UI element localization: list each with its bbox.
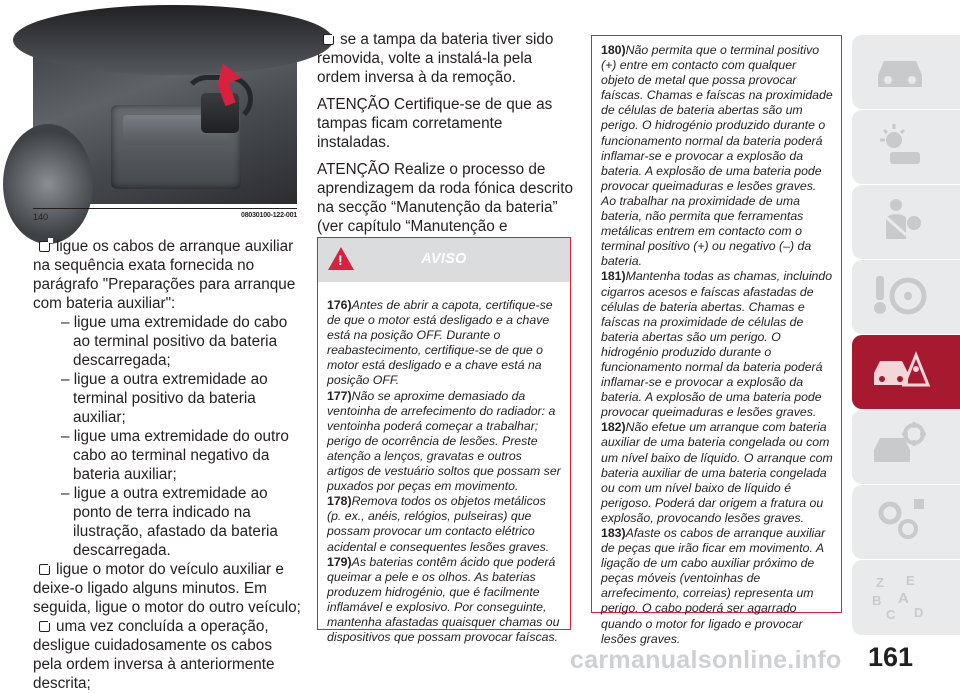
figure-number: 140 <box>33 212 49 222</box>
chapter-tabs <box>852 35 960 635</box>
bullet-box-icon <box>39 241 50 252</box>
bullet-text: se a tampa da bateria tiver sido removida, volte a instalá-la pela ordem inversa à da remoção. <box>317 31 554 86</box>
warning-item <box>327 389 562 495</box>
warning-item-text: Não se aproxime demasiado da ventoinha de arrefecimento do radiador: a ventoinha poderá começar a trabalhar; perigo de ocorrência de lesões. Preste atenção a lenços, gravatas e outros artigos de vestuário soltos que possam ser puxados por peças em movimento. <box>327 388 561 494</box>
figure-code: 08030100-122-001 <box>241 212 297 219</box>
warning-item <box>327 494 562 554</box>
tab-key-steering[interactable] <box>852 260 960 334</box>
warning-item-number: 179) <box>327 554 352 569</box>
technical-data-icon <box>870 495 930 547</box>
engine-bay-photo <box>33 35 297 204</box>
bullet-disconnect <box>33 617 301 693</box>
bullet-text: ligue os cabos de arranque auxiliar na sequência exata fornecida no parágrafo "Preparações para arranque com bateria auxiliar": <box>33 238 296 312</box>
svg-text:E: E <box>906 573 915 588</box>
warning-title: AVISO <box>421 251 467 267</box>
warning-item-number: 176) <box>327 298 352 312</box>
warning-item <box>601 269 833 420</box>
warning-item-text: Não efetue um arranque com bateria auxiliar de uma bateria congelada ou com um nível baixo de líquido. O arranque com bateria auxiliar de uma bateria congelada ou com um nível baixo de líquido é perigoso. Poderá dar origem a fratura ou explosão, provocando lesões graves. <box>601 420 833 525</box>
warning-box <box>317 237 571 645</box>
wheel-arch-shape <box>3 124 93 244</box>
warning-triangle-icon: ! <box>328 247 354 270</box>
warning-item-text: Remova todos os objetos metálicos (p. ex., anéis, relógios, pulseiras) que possam provocar um contacto elétrico acidental e consequentes lesões graves. <box>327 494 550 554</box>
warning-body <box>318 282 570 645</box>
step-3: – ligue uma extremidade do outro cabo ao terminal negativo da bateria auxiliar; <box>61 428 289 483</box>
svg-text:D: D <box>914 605 924 620</box>
svg-text:B: B <box>872 593 882 608</box>
warning-item-text: As baterias contêm ácido que poderá queimar a pele e os olhos. As baterias produzem hidrogénio, que é facilmente inflamável e explosivo. Por conseguinte, mantenha afastadas quaisquer chamas ou dispositivos que possam provocar faíscas. <box>327 554 560 645</box>
car-dashboard-icon <box>870 45 930 97</box>
warning-item-number: 182) <box>601 420 626 435</box>
tab-maintenance[interactable] <box>852 410 960 484</box>
tab-car-dashboard[interactable] <box>852 35 960 109</box>
warning-item <box>601 526 833 647</box>
warning-item-number: 178) <box>327 494 352 509</box>
attention-note-1: ATENÇÃO Certifique-se de que as tampas ficam corretamente instaladas. <box>317 96 553 151</box>
page-number: 161 <box>868 642 914 672</box>
hood-shape <box>13 5 333 75</box>
maintenance-car-icon <box>870 420 930 472</box>
bullet-box-icon <box>39 621 50 632</box>
warning-item-text: Antes de abrir a capota, certifique-se de que o motor está desligado e a chave está na posição OFF. Durante o reabastecimento, certifique-se de que o motor está desligado e a chave está na posição OFF. <box>327 298 553 388</box>
svg-text:C: C <box>886 607 896 622</box>
warning-item <box>601 43 833 269</box>
warning-continuation-body <box>592 36 841 647</box>
svg-text:Z: Z <box>876 575 884 590</box>
bullet-text: ligue o motor do veículo auxiliar e deixe-o ligado alguns minutos. Em seguida, ligue o motor do outro veículo; <box>33 561 301 616</box>
warning-header <box>318 238 570 282</box>
warning-item-number: 183) <box>601 526 626 540</box>
warning-lights-icon <box>870 120 930 172</box>
seatbelt-airbag-icon <box>870 195 930 247</box>
bullet-text: uma vez concluída a operação, desligue cuidadosamente os cabos pela ordem inversa à anteriormente descrita; <box>33 618 275 692</box>
column-2 <box>317 30 575 255</box>
warning-item <box>327 555 562 646</box>
tab-seatbelt-airbag[interactable] <box>852 185 960 259</box>
warning-item <box>327 298 562 389</box>
index-letters-icon <box>870 571 930 623</box>
warning-item-number: 181) <box>601 269 626 284</box>
step-2: – ligue a outra extremidade ao terminal positivo da bateria auxiliar; <box>61 371 268 426</box>
column-1 <box>33 237 301 693</box>
emergency-breakdown-icon <box>870 345 930 397</box>
warning-item <box>601 420 833 526</box>
tab-warning-lights[interactable] <box>852 110 960 184</box>
bullet-box-icon <box>323 34 334 45</box>
warning-item-number: 180) <box>601 43 626 57</box>
tab-technical-data[interactable] <box>852 485 960 559</box>
warning-item-text: Afaste os cabos de arranque auxiliar de peças que irão ficar em movimento. A ligação de um cabo auxiliar próximo de peças móveis (ventoinhas de arrefecimento, correias) representa um perigo. O cabo poderá ser agarrado quando o motor for ligado e provocar lesões graves. <box>601 526 826 646</box>
bullet-refit-cover <box>317 30 575 87</box>
tab-index[interactable] <box>852 565 960 635</box>
watermark: carmanualsonline.info <box>570 646 842 674</box>
bullet-connect-cables <box>33 237 301 313</box>
step-1: – ligue uma extremidade do cabo ao terminal positivo da bateria descarregada; <box>61 314 288 369</box>
warning-item-text: Mantenha todas as chamas, incluindo cigarros acesos e faíscas afastadas de células de bateria abertas. Chamas e faíscas na proximidade de células de bateria abertas são um perigo. O hidrogénio produzido durante o funcionamento normal da bateria poderá inflamar-se e provocar a explosão da bateria. A explosão de uma bateria pode provocar queimaduras e lesões graves. <box>601 269 833 420</box>
key-steering-wheel-icon <box>870 270 930 322</box>
bullet-box-icon <box>39 564 50 575</box>
warning-item-text: Não permita que o terminal positivo (+) entre em contacto com qualquer objeto de metal que possa provocar faíscas. Chamas e faíscas na proximidade de células de bateria abertas são um perigo. O hidrogénio produzido durante o funcionamento normal da bateria poderá inflamar-se e provocar a explosão da bateria. A explosão de uma bateria pode provocar queimaduras e lesões graves. Ao trabalhar na proximidade de uma bateria, não permita que ferramentas metálicas entrem em contacto com o terminal positivo (+) ou negativo (–) da bateria. <box>601 43 833 269</box>
tab-emergency[interactable] <box>852 335 960 409</box>
step-4: – ligue a outra extremidade ao ponto de terra indicado na ilustração, afastado da bateria descarregada. <box>61 485 278 559</box>
figure-caption <box>33 208 297 222</box>
warning-item-number: 177) <box>327 388 352 403</box>
warning-continuation-box <box>591 35 842 646</box>
bullet-start-engine <box>33 560 301 617</box>
svg-text:A: A <box>898 590 909 607</box>
attention-note-2: ATENÇÃO Realize o processo de aprendizagem da roda fónica descrito na secção “Manutenção da bateria” (ver capítulo “Manutenção e <box>317 161 573 235</box>
